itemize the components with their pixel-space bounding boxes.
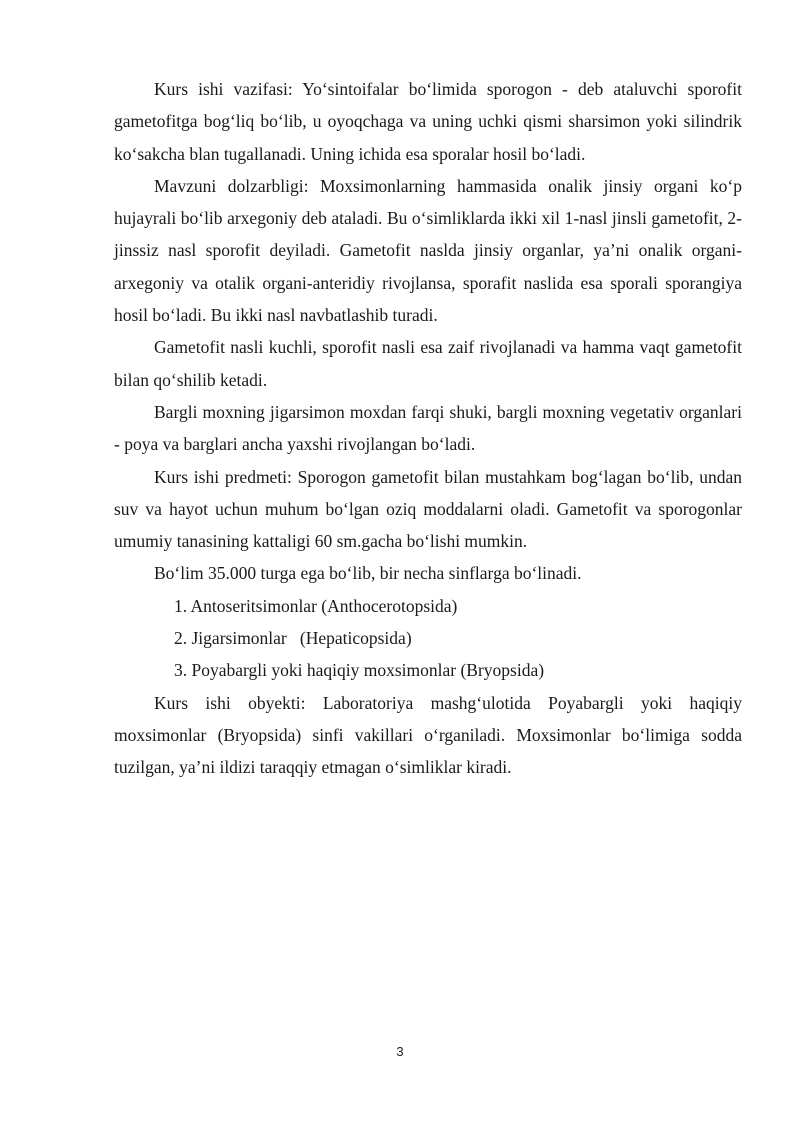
paragraph-object: Kurs ishi obyekti: Laboratoriya mashg‘ulotida Poyabargli yoki haqiqiy moxsimonlar (Bryopsida) sinfi vakillari o‘rganiladi. Moxsimonlar bo‘limiga sodda tuzilgan, ya’ni ildizi taraqqiy etmagan o‘simliklar kiradi.: [114, 692, 742, 778]
paragraph-subject: Kurs ishi predmeti: Sporogon gametofit bilan mustahkam bog‘lagan bo‘lib, undan suv va hayot uchun muhum bo‘lgan oziq moddalarni oladi. Gametofit va sporogonlar umumiy tanasining kattaligi 60 sm.gacha bo‘lishi mumkin.: [114, 466, 742, 552]
list-item: 2. Jigarsimonlar (Hepaticopsida): [174, 628, 412, 649]
paragraph-division: Bo‘lim 35.000 turga ega bo‘lib, bir necha sinflarga bo‘linadi.: [154, 563, 582, 584]
class-list: [114, 590, 742, 687]
paragraph-task: Kurs ishi vazifasi: Yo‘sintoifalar bo‘limida sporogon - deb ataluvchi sporofit gametofitga bog‘liq bo‘lib, u oyoqchaga va uning uchki qismi sharsimon yoki silindrik ko‘sakcha blan tugallanadi. Uning ichida esa sporalar hosil bo‘ladi.: [114, 79, 742, 164]
paragraph-gametofit: Gametofit nasli kuchli, sporofit nasli esa zaif rivojlanadi va hamma vaqt gametofit bilan qo‘shilib ketadi.: [114, 337, 742, 390]
paragraph-bargli-mox: Bargli moxning jigarsimon moxdan farqi shuki, bargli moxning vegetativ organlari - poya va barglari ancha yaxshi rivojlangan bo‘ladi.: [114, 401, 742, 455]
page-number: 3: [396, 1044, 404, 1059]
list-item: 1. Antoseritsimonlar (Anthocerotopsida): [174, 595, 458, 616]
document-body: [114, 73, 742, 784]
paragraph-relevance: Mavzuni dolzarbligi: Moxsimonlarning hammasida onalik jinsiy organi ko‘p hujayrali bo‘lib arxegoniy deb ataladi. Bu o‘simliklarda ikki xil 1-nasl jinsli gametofit, 2-jinssiz nasl sporofit deyiladi. Gametofit naslda jinsiy organlar, ya’ni onalik organi-arxegoniy va otalik organi-anteridiy rivojlansa, sporafit naslida esa sporali sporangiya hosil bo‘ladi. Bu ikki nasl navbatlashib turadi.: [114, 175, 742, 326]
list-item: 3. Poyabargli yoki haqiqiy moxsimonlar (Bryopsida): [174, 660, 545, 681]
